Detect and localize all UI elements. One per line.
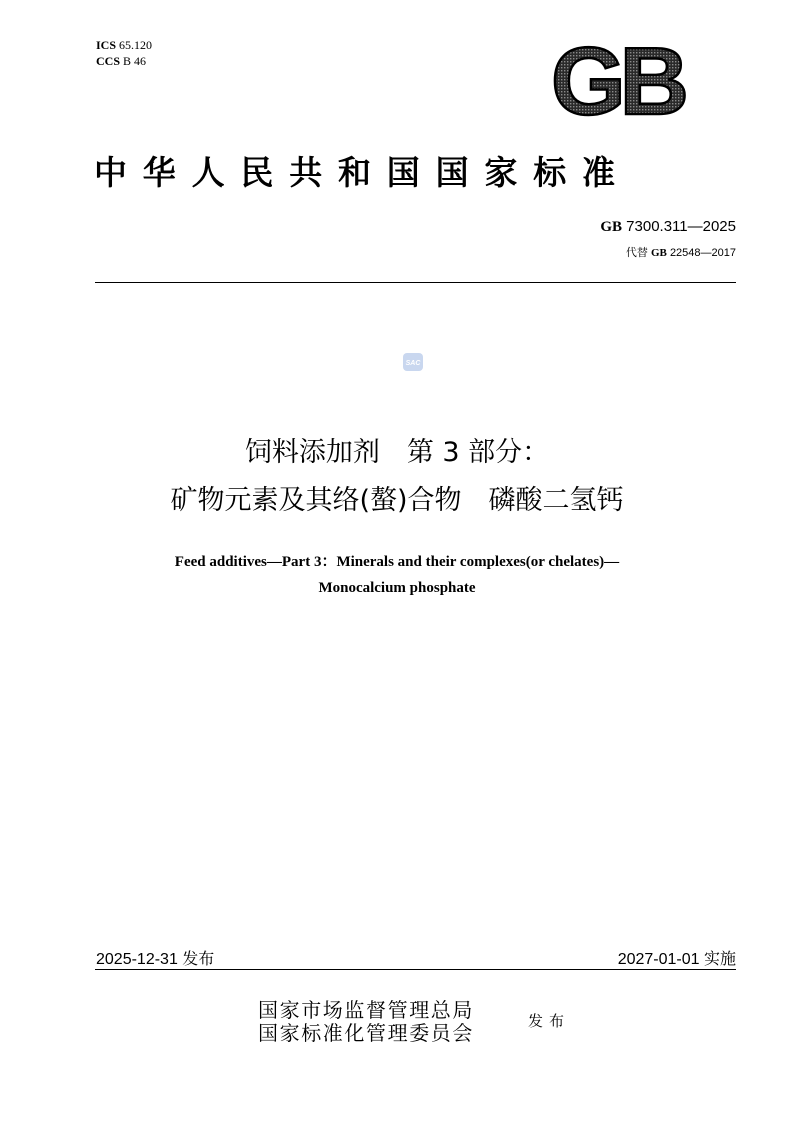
english-title-line-1: Feed additives—Part 3：Minerals and their complexes(or chelates)— xyxy=(174,554,620,570)
bottom-divider xyxy=(95,969,736,970)
national-standard-title: 中华人民共和国国家标准 xyxy=(94,153,631,192)
sac-watermark-text: SAC xyxy=(405,360,421,367)
replaces-standard xyxy=(626,244,736,260)
replaces-number: 22548—2017 xyxy=(669,247,736,259)
replaces-prefix: GB xyxy=(650,247,667,259)
classification-codes xyxy=(96,37,152,69)
issuer-sac: 国家标准化管理委员会 xyxy=(258,1021,474,1045)
ccs-value: B 46 xyxy=(123,54,147,68)
ics-value: 65.120 xyxy=(119,38,153,52)
ics-label: ICS xyxy=(96,38,117,52)
logo-text: GB xyxy=(551,40,683,118)
sac-watermark-icon xyxy=(401,352,425,372)
issue-action: 发布 xyxy=(528,1012,571,1030)
top-divider xyxy=(95,282,736,283)
standard-number xyxy=(600,218,736,236)
ccs-code xyxy=(96,53,152,69)
english-title-line-2: Monocalcium phosphate xyxy=(318,580,476,596)
ccs-label: CCS xyxy=(96,54,121,68)
gb-logo xyxy=(540,40,694,118)
ics-code xyxy=(96,37,152,53)
standard-prefix: GB xyxy=(600,219,622,235)
implementation-date: 2027-01-01 实施 xyxy=(617,951,736,968)
replaces-label: 代替 xyxy=(625,247,648,259)
standard-number-value: 7300.311—2025 xyxy=(626,218,736,235)
issue-date: 2025-12-31 发布 xyxy=(96,951,215,968)
chinese-title-line-2: 矿物元素及其络(螯)合物 磷酸二氢钙 xyxy=(170,485,624,516)
chinese-title-line-1: 饲料添加剂 第 3 部分： xyxy=(244,437,550,468)
issuer-samr: 国家市场监督管理总局 xyxy=(258,998,474,1022)
